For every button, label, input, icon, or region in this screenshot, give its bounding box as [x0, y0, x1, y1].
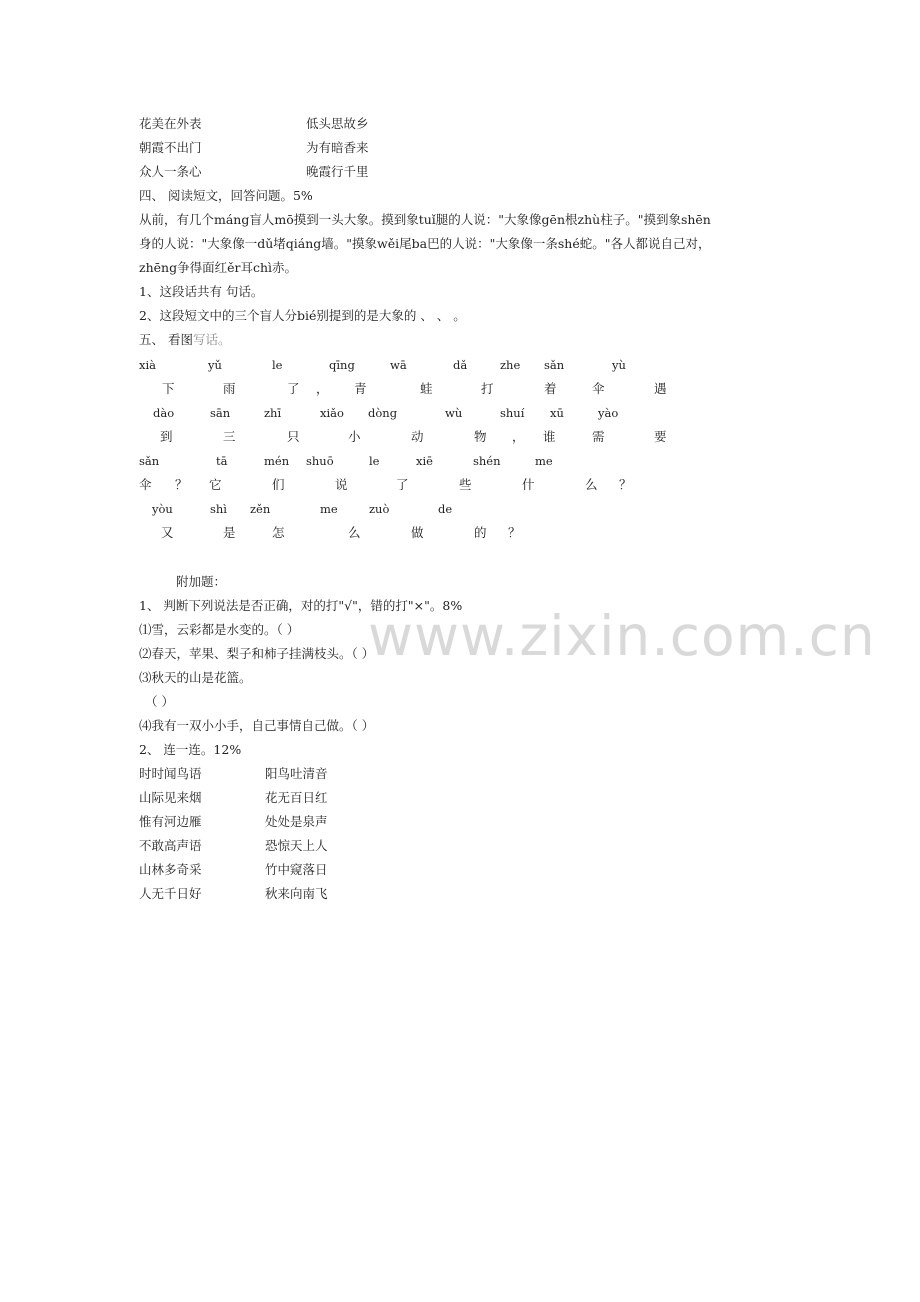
pinyin-cell: zhī — [264, 406, 282, 420]
pinyin-cell: wā — [390, 358, 407, 372]
pinyin-cell: wù — [445, 406, 463, 420]
pinyin-cell: yòu — [152, 502, 173, 516]
pinyin-cell: le — [272, 358, 283, 372]
pinyin-cell: yù — [612, 358, 626, 372]
match-right-1: 低头思故乡 — [306, 116, 369, 131]
passage-line-2: 身的人说："大象像一dǔ堵qiáng墙。"摸象wěi尾ba巴的人说："大象像一条shé蛇。"各人都说自己对， — [139, 236, 711, 251]
pinyin-cell: xià — [139, 358, 157, 372]
pinyin-cell: de — [438, 502, 453, 516]
passage-line-3: zhēng争得面红ěr耳chì赤。 — [139, 260, 298, 275]
hanzi-cell: 伞 — [139, 477, 152, 492]
hanzi-cell: 做 — [411, 525, 424, 540]
judge-item-1: ⑴雪，云彩都是水变的。（ ） — [139, 622, 300, 637]
poem-right-3: 处处是泉声 — [265, 814, 328, 829]
hanzi-cell: 物 — [474, 429, 487, 444]
hanzi-cell: 下 — [162, 381, 175, 396]
hanzi-cell: ， — [316, 381, 329, 396]
pinyin-cell: yào — [598, 406, 619, 420]
pinyin-cell: shuō — [306, 454, 334, 468]
hanzi-cell: ？ — [508, 525, 521, 540]
match-right-3: 晚霞行千里 — [306, 164, 369, 179]
hanzi-cell: 雨 — [223, 381, 236, 396]
pinyin-cell: xiǎo — [320, 406, 344, 420]
hanzi-cell: 的 — [474, 525, 487, 540]
pinyin-cell: yǔ — [208, 358, 222, 372]
extra-q1-heading: 1、 判断下列说法是否正确，对的打"√"，错的打"×"。8% — [139, 598, 463, 613]
hanzi-cell: 又 — [161, 525, 174, 540]
poem-left-4: 不敢高声语 — [139, 838, 202, 853]
poem-left-5: 山林多奇采 — [139, 862, 202, 877]
hanzi-cell: ？ — [175, 477, 188, 492]
pinyin-cell: shì — [210, 502, 227, 516]
pinyin-cell: zuò — [369, 502, 390, 516]
pinyin-cell: qīng — [329, 358, 355, 372]
hanzi-cell: 是 — [223, 525, 236, 540]
hanzi-cell: 需 — [592, 429, 605, 444]
match-left-3: 众人一条心 — [139, 164, 202, 179]
watermark: www.zixin.com.cn — [368, 604, 876, 668]
hanzi-cell: 遇 — [654, 381, 667, 396]
poem-right-5: 竹中窥落日 — [265, 862, 328, 877]
poem-right-4: 恐惊天上人 — [265, 838, 328, 853]
hanzi-cell: 谁 — [543, 429, 556, 444]
hanzi-cell: 它 — [209, 477, 222, 492]
hanzi-cell: 蛙 — [420, 381, 433, 396]
passage-line-1: 从前，有几个máng盲人mō摸到一头大象。摸到象tuǐ腿的人说："大象像gēn根zhù柱子。"摸到象shēn — [139, 212, 711, 227]
pinyin-cell: shuí — [500, 406, 525, 420]
poem-left-1: 时时闻鸟语 — [139, 766, 202, 781]
judge-item-3-brackets: （ ） — [145, 694, 174, 709]
hanzi-cell: 什 — [522, 477, 535, 492]
section4-heading: 四、 阅读短文，回答问题。5% — [139, 188, 313, 203]
section5-heading — [139, 332, 231, 348]
pinyin-cell: zěn — [250, 502, 271, 516]
pinyin-cell: dòng — [368, 406, 398, 420]
extra-q2-heading: 2、 连一连。12% — [139, 742, 242, 757]
match-left-2: 朝霞不出门 — [139, 140, 202, 155]
pinyin-cell: sān — [210, 406, 231, 420]
hanzi-cell: 说 — [335, 477, 348, 492]
question-1: 1、这段话共有 句话。 — [139, 284, 264, 299]
pinyin-cell: dào — [153, 406, 175, 420]
hanzi-cell: 伞 — [592, 381, 605, 396]
poem-right-6: 秋来向南飞 — [265, 886, 328, 901]
extra-title: 附加题： — [176, 574, 227, 589]
pinyin-cell: tā — [216, 454, 228, 468]
section5-heading-grey: 写话。 — [192, 332, 231, 347]
hanzi-cell: 怎 — [272, 525, 285, 540]
hanzi-cell: ， — [512, 429, 525, 444]
poem-right-2: 花无百日红 — [265, 790, 328, 805]
match-right-2: 为有暗香来 — [306, 140, 369, 155]
pinyin-cell: me — [320, 502, 338, 516]
hanzi-cell: 么 — [348, 525, 361, 540]
judge-item-3: ⑶秋天的山是花篮。 — [139, 670, 252, 685]
pinyin-cell: xū — [550, 406, 564, 420]
hanzi-cell: 到 — [160, 429, 173, 444]
pinyin-cell: le — [369, 454, 380, 468]
hanzi-cell: 着 — [544, 381, 557, 396]
hanzi-cell: 小 — [348, 429, 361, 444]
hanzi-cell: 打 — [481, 381, 494, 396]
hanzi-cell: 了 — [287, 381, 300, 396]
hanzi-cell: 些 — [459, 477, 472, 492]
hanzi-cell: 了 — [396, 477, 409, 492]
pinyin-cell: mén — [264, 454, 290, 468]
question-2: 2、这段短文中的三个盲人分bié别提到的是大象的 、 、 。 — [139, 308, 466, 323]
poem-left-3: 惟有河边雁 — [139, 814, 202, 829]
hanzi-cell: 要 — [654, 429, 667, 444]
pinyin-cell: me — [535, 454, 553, 468]
poem-right-1: 阳鸟吐清音 — [265, 766, 328, 781]
poem-left-2: 山际见来烟 — [139, 790, 202, 805]
hanzi-cell: 动 — [411, 429, 424, 444]
pinyin-cell: sǎn — [139, 454, 160, 468]
pinyin-cell: dǎ — [453, 358, 468, 372]
hanzi-cell: 只 — [287, 429, 300, 444]
pinyin-cell: sǎn — [544, 358, 565, 372]
hanzi-cell: ？ — [619, 477, 632, 492]
hanzi-cell: 三 — [223, 429, 236, 444]
hanzi-cell: 青 — [354, 381, 367, 396]
judge-item-2: ⑵春天，苹果、梨子和柿子挂满枝头。（ ） — [139, 646, 375, 661]
pinyin-cell: zhe — [500, 358, 521, 372]
hanzi-cell: 们 — [272, 477, 285, 492]
match-left-1: 花美在外表 — [139, 116, 202, 131]
pinyin-cell: xiē — [416, 454, 433, 468]
hanzi-cell: 么 — [585, 477, 598, 492]
pinyin-cell: shén — [473, 454, 501, 468]
section5-heading-main: 五、 看图 — [139, 332, 193, 347]
judge-item-4: ⑷我有一双小小手，自己事情自己做。（ ） — [139, 718, 375, 733]
poem-left-6: 人无千日好 — [139, 886, 202, 901]
